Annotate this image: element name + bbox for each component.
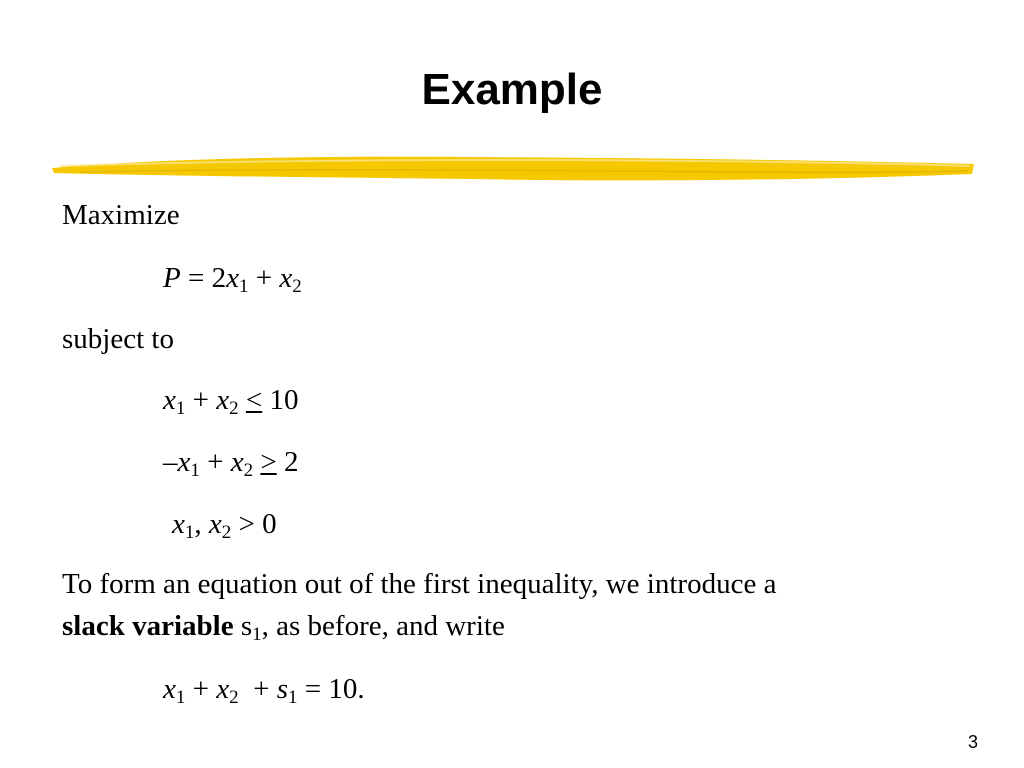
subject-to-label: subject to	[62, 323, 174, 355]
constraint-2: $-x_1 + x_2 > 2$	[163, 446, 299, 481]
page-title: Example	[421, 65, 603, 114]
constraint-1: $x_1 + x_2 < 10$	[163, 384, 299, 419]
paragraph-line-1: To form an equation out of the first inequality, we introduce a	[62, 568, 777, 600]
constraint-nonnegativity: $x_1$, $x_2 > 0$	[172, 508, 277, 543]
slack-equation: $x_1 + x_2 + s_1 = 10$.	[163, 673, 365, 708]
yellow-brush-rule	[50, 146, 976, 186]
maximize-label: Maximize	[62, 199, 180, 231]
objective-function: $P = 2x_1 + x_2$	[163, 262, 302, 297]
page-number: 3	[967, 732, 978, 752]
slack-variable-term: slack variable	[62, 610, 234, 642]
paragraph-line-2: slack variable $s_1$, as before, and write	[62, 610, 505, 645]
